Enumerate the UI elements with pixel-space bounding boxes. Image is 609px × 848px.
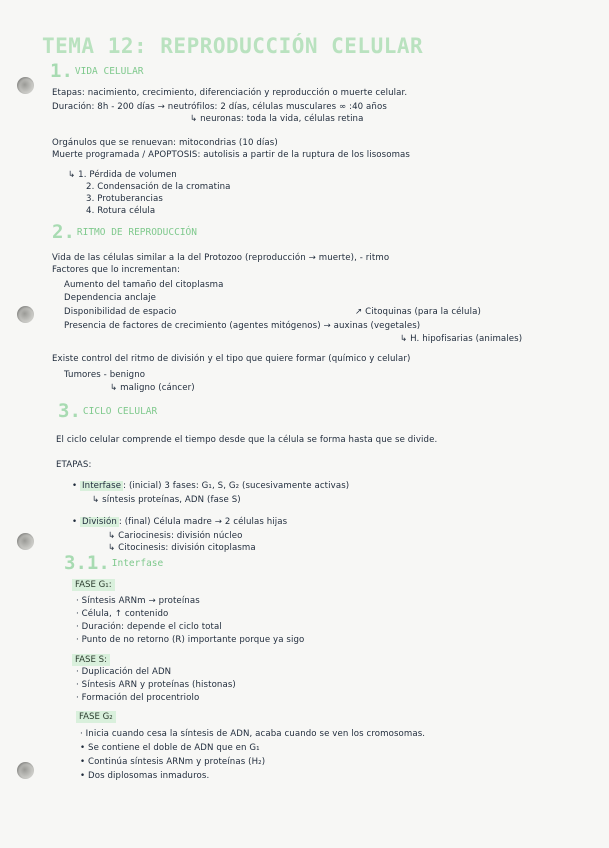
- list-text: Se contiene el doble de ADN que en G₁: [88, 743, 260, 753]
- note-line: Presencia de factores de crecimiento (agentes mitógenos) → auxinas (vegetales): [64, 321, 421, 331]
- list-text: Punto de no retorno (R) importante porque ya sigo: [81, 635, 305, 645]
- note-line: ↳ síntesis proteínas, ADN (fase S): [92, 495, 241, 505]
- section-label: Interfase: [111, 558, 164, 569]
- section-heading-vida: [50, 60, 144, 82]
- list-item: · Duración: depende el ciclo total: [76, 622, 222, 632]
- note-line: Etapas: nacimiento, crecimiento, diferenciación y reproducción o muerte celular.: [52, 88, 408, 98]
- section-label: VIDA CELULAR: [74, 66, 144, 77]
- list-item: • Continúa síntesis ARNm y proteínas (H₂): [80, 757, 266, 767]
- note-text: : (final) Célula madre → 2 células hijas: [118, 517, 288, 527]
- section-label: RITMO DE REPRODUCCIÓN: [76, 227, 197, 238]
- list-text: Inicia cuando cesa la síntesis de ADN, acaba cuando se ven los cromosomas.: [85, 729, 426, 739]
- list-text: Duración: depende el ciclo total: [81, 622, 222, 632]
- fase-g1-label: FASE G₁:: [72, 579, 115, 591]
- list-text: Duplicación del ADN: [81, 667, 172, 677]
- note-line: Muerte programada / APOPTOSIS: autolisis a partir de la ruptura de los lisosomas: [52, 150, 410, 160]
- section-heading-ritmo: [52, 221, 197, 243]
- note-line: Existe control del ritmo de división y el tipo que quiere formar (químico y celular): [52, 354, 411, 364]
- highlight-term: División: [82, 517, 117, 527]
- note-line: ↳ maligno (cáncer): [110, 383, 195, 393]
- list-text: Síntesis ARN y proteínas (histonas): [81, 680, 236, 690]
- list-item: · Punto de no retorno (R) importante porque ya sigo: [76, 635, 305, 645]
- note-line: Aumento del tamaño del citoplasma: [64, 280, 224, 290]
- section-number: 3.1.: [64, 552, 110, 574]
- note-line: ↳ Citocinesis: división citoplasma: [108, 543, 256, 553]
- note-line: Duración: 8h - 200 días → neutrófilos: 2 días, células musculares ∞ :40 años: [52, 102, 387, 112]
- list-item: ↳ 1. Pérdida de volumen: [68, 170, 177, 180]
- fase-s-label: FASE S:: [72, 654, 110, 666]
- section-number: 1.: [50, 60, 73, 82]
- punch-hole: [17, 533, 34, 550]
- list-item: · Inicia cuando cesa la síntesis de ADN, acaba cuando se ven los cromosomas.: [80, 729, 426, 739]
- list-text: Célula, ↑ contenido: [81, 609, 169, 619]
- list-item: • Se contiene el doble de ADN que en G₁: [80, 743, 260, 753]
- list-text: Síntesis ARNm → proteínas: [81, 596, 200, 606]
- note-line: • División : (final) Célula madre → 2 células hijas: [72, 517, 288, 527]
- note-line: Disponibilidad de espacio: [64, 307, 177, 317]
- note-line: ↳ H. hipofisarias (animales): [400, 334, 523, 344]
- list-item: 3. Protuberancias: [86, 194, 163, 204]
- page-title: TEMA 12: REPRODUCCIÓN CELULAR: [42, 34, 424, 58]
- section-number: 3.: [58, 400, 81, 422]
- list-text: Continúa síntesis ARNm y proteínas (H₂): [88, 757, 266, 767]
- note-line: ↳ Cariocinesis: división núcleo: [108, 531, 243, 541]
- note-line: ETAPAS:: [56, 460, 92, 470]
- section-label: CICLO CELULAR: [82, 406, 158, 417]
- list-item: • Dos diplosomas inmaduros.: [80, 771, 210, 781]
- punch-hole: [17, 306, 34, 323]
- note-line: El ciclo celular comprende el tiempo desde que la célula se forma hasta que se divide.: [56, 435, 438, 445]
- list-item: · Duplicación del ADN: [76, 667, 172, 677]
- list-text: Dos diplosomas inmaduros.: [88, 771, 210, 781]
- punch-hole: [17, 762, 34, 779]
- list-item: · Síntesis ARN y proteínas (histonas): [76, 680, 236, 690]
- note-line: Orgánulos que se renuevan: mitocondrias (10 días): [52, 138, 278, 148]
- list-item: · Síntesis ARNm → proteínas: [76, 596, 200, 606]
- note-line: Dependencia anclaje: [64, 293, 157, 303]
- punch-hole: [17, 77, 34, 94]
- highlight-term: Interfase: [82, 481, 122, 491]
- note-line: Vida de las células similar a la del Protozoo (reproducción → muerte), - ritmo: [52, 253, 390, 263]
- list-text: Formación del procentriolo: [81, 693, 200, 703]
- note-line: Factores que lo incrementan:: [52, 265, 180, 275]
- list-item: · Formación del procentriolo: [76, 693, 200, 703]
- section-heading-interfase: [64, 552, 164, 574]
- section-number: 2.: [52, 221, 75, 243]
- list-item: · Célula, ↑ contenido: [76, 609, 169, 619]
- note-line: Tumores - benigno: [64, 370, 146, 380]
- note-text: : (inicial) 3 fases: G₁, S, G₂ (sucesivamente activas): [123, 481, 350, 491]
- note-line: • Interfase : (inicial) 3 fases: G₁, S, G₂ (sucesivamente activas): [72, 481, 350, 491]
- section-heading-ciclo: [58, 400, 158, 422]
- list-item: 4. Rotura célula: [86, 206, 156, 216]
- note-line: ↗ Citoquinas (para la célula): [355, 307, 481, 317]
- list-item: 2. Condensación de la cromatina: [86, 182, 231, 192]
- fase-g2-label: FASE G₂: [76, 711, 116, 723]
- note-line: ↳ neuronas: toda la vida, células retina: [190, 114, 364, 124]
